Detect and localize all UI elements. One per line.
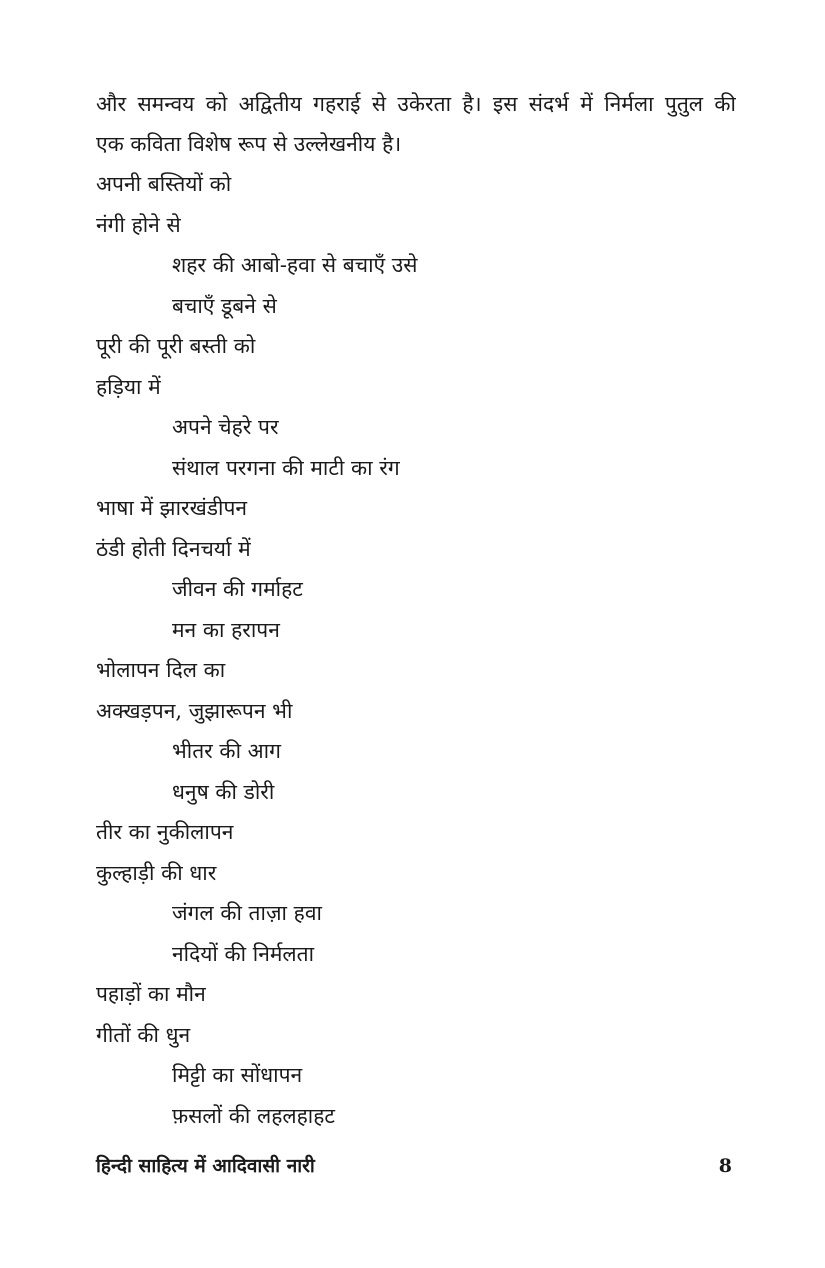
poem — [96, 164, 736, 1136]
poem-line: शहर की आबो-हवा से बचाएँ उसे — [172, 253, 418, 277]
page-number: 8 — [718, 1155, 732, 1177]
poem-line: अक्खड़पन, जुझारूपन भी — [96, 698, 293, 723]
poem-line: बचाएँ डूबने से — [172, 293, 277, 318]
poem-line: पूरी की पूरी बस्ती को — [96, 334, 256, 358]
poem-line: अपने चेहरे पर — [172, 415, 279, 439]
footer-book-title: हिन्दी साहित्य में आदिवासी नारी — [96, 1155, 315, 1177]
poem-line: ठंडी होती दिनचर्या में — [96, 536, 251, 561]
poem-line: जंगल की ताज़ा हवा — [172, 901, 322, 925]
page-body — [96, 84, 736, 1136]
poem-line: भीतर की आग — [172, 739, 281, 763]
poem-line: संथाल परगना की माटी का रंग — [172, 455, 400, 480]
poem-line: पहाड़ों का मौन — [96, 982, 206, 1006]
intro-paragraph-line-1: और समन्वय को अद्वितीय गहराई से उकेरता है। इस संदर्भ में निर्मला पुतुल की — [96, 92, 736, 116]
poem-line: नदियों की निर्मलता — [172, 941, 315, 966]
page-footer — [96, 1152, 732, 1178]
poem-line: भोलापन दिल का — [96, 658, 226, 682]
poem-line: कुल्हाड़ी की धार — [96, 860, 217, 885]
poem-line: फ़सलों की लहलहाहट — [172, 1103, 335, 1128]
poem-line: हड़िया में — [96, 374, 161, 399]
intro-paragraph-line-2: एक कविता विशेष रूप से उल्लेखनीय है। — [96, 132, 402, 156]
poem-line: धनुष की डोरी — [172, 779, 275, 804]
poem-line: नंगी होने से — [96, 212, 181, 237]
poem-line: मिट्टी का सोंधापन — [172, 1063, 303, 1087]
poem-line: गीतों की धुन — [96, 1022, 191, 1047]
poem-line: भाषा में झारखंडीपन — [96, 496, 248, 520]
poem-line: मन का हरापन — [172, 617, 280, 642]
poem-line: तीर का नुकीलापन — [96, 820, 234, 844]
poem-line: अपनी बस्तियों को — [96, 172, 232, 196]
poem-line: जीवन की गर्माहट — [172, 577, 303, 601]
